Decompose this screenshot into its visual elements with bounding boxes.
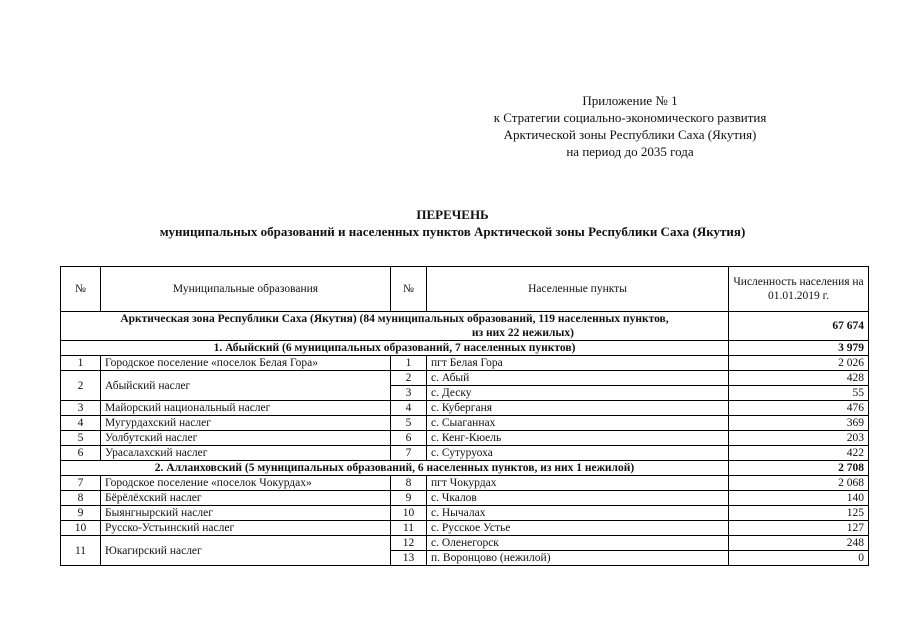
document-title — [0, 206, 905, 240]
total-row — [61, 312, 869, 341]
header-municipality: Муниципальные образования — [101, 267, 391, 312]
title-main: ПЕРЕЧЕНЬ — [416, 207, 489, 222]
group-label: 1. Абыйский (6 муниципальных образований, 7 населенных пунктов) — [61, 341, 729, 356]
header-number-2: № — [391, 267, 427, 312]
table-row: 3 с. Деску 55 — [61, 386, 869, 401]
group-row — [61, 461, 869, 476]
table-row: 4 Мугурдахский наслег 5 с. Сыаганнах 369 — [61, 416, 869, 431]
table-row: 6 Урасалахский наслег 7 с. Сутуруоха 422 — [61, 446, 869, 461]
table-row: 10 Русско-Устьинский наслег 11 с. Русское Устье 127 — [61, 521, 869, 536]
table-row: 1 Городское поселение «поселок Белая Гора» 1 пгт Белая Гора 2 026 — [61, 356, 869, 371]
appendix-line: Приложение № 1 — [582, 93, 678, 108]
header-population: Численность населения на 01.01.2019 г. — [729, 267, 869, 312]
group-value: 3 979 — [729, 341, 869, 356]
table-row: 3 Майорский национальный наслег 4 с. Куберганя 476 — [61, 401, 869, 416]
appendix-line: к Стратегии социально-экономического развития — [493, 110, 767, 125]
title-subtitle: муниципальных образований и населенных пунктов Арктической зоны Республики Саха (Якутия) — [159, 224, 746, 239]
total-label: Арктическая зона Республики Саха (Якутия) (84 муниципальных образований, 119 населенных пунктов, из них 22 нежилых) — [61, 312, 729, 341]
group-value: 2 708 — [729, 461, 869, 476]
table-row: 13 п. Воронцово (нежилой) 0 — [61, 551, 869, 566]
appendix-header — [470, 92, 790, 160]
table-row: 5 Уолбутский наслег 6 с. Кенг-Кюель 203 — [61, 431, 869, 446]
header-number: № — [61, 267, 101, 312]
group-label: 2. Аллаиховский (5 муниципальных образований, 6 населенных пунктов, из них 1 нежилой) — [61, 461, 729, 476]
settlements-table — [60, 266, 869, 566]
table-header-row — [61, 267, 869, 312]
table-row: 11 Юкагирский наслег 12 с. Оленегорск 248 — [61, 536, 869, 551]
table-row: 2 Абыйский наслег 2 с. Абый 428 — [61, 371, 869, 386]
group-row — [61, 341, 869, 356]
total-value: 67 674 — [729, 312, 869, 341]
appendix-line: Арктической зоны Республики Саха (Якутия) — [503, 127, 757, 142]
table-row: 9 Быянгнырский наслег 10 с. Нычалах 125 — [61, 506, 869, 521]
table-row: 7 Городское поселение «поселок Чокурдах» 8 пгт Чокурдах 2 068 — [61, 476, 869, 491]
header-settlement: Населенные пункты — [427, 267, 729, 312]
appendix-line: на период до 2035 года — [566, 144, 694, 159]
table-row: 8 Бёрёлёхский наслег 9 с. Чкалов 140 — [61, 491, 869, 506]
